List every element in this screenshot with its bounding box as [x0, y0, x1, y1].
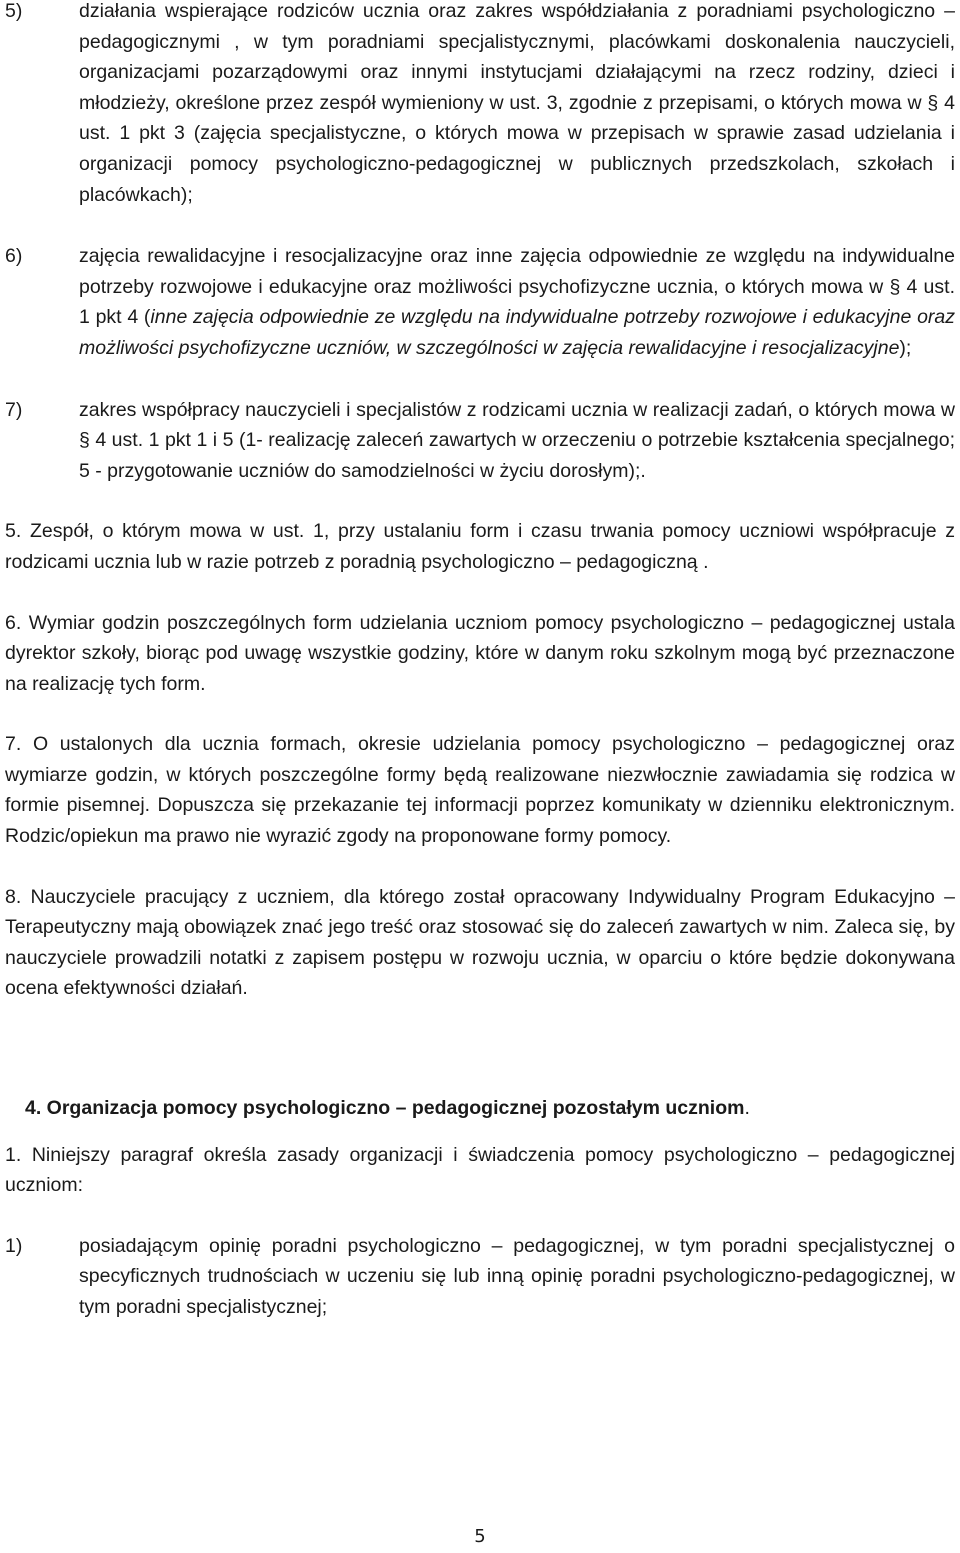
paragraph-number: 6. — [5, 611, 22, 634]
paragraph-number: 1. — [5, 1143, 22, 1166]
section-heading — [5, 1093, 955, 1124]
list-item-number: 6) — [5, 245, 23, 268]
section-heading-end: . — [744, 1097, 750, 1120]
list-item-number: 7) — [5, 398, 23, 421]
list-item-text: zakres współpracy nauczycieli i specjalistów z rodzicami ucznia w realizacji zadań, o których mowa w § 4 ust. 1 pkt 1 i 5 (1- realizację zaleceń zawartych w orzeczeniu o potrzebie kształcenia specjalnego; 5 - przygotowanie uczniów do samodzielności w życiu dorosłym);. — [79, 398, 955, 482]
paragraph-text: Niniejszy paragraf określa zasady organizacji i świadczenia pomocy psychologiczno – pedagogicznej uczniom: — [5, 1143, 955, 1197]
paragraph-number: 8. — [5, 885, 22, 908]
paragraph-6 — [5, 608, 955, 700]
paragraph-number: 7. — [5, 733, 22, 756]
paragraph-text: Zespół, o którym mowa w ust. 1, przy ustalaniu form i czasu trwania pomocy uczniowi współpracuje z rodzicami ucznia lub w razie potrzeb z poradnią psychologiczno – pedagogiczną . — [5, 520, 955, 573]
paragraph-text: Wymiar godzin poszczególnych form udzielania uczniom pomocy psychologiczno – pedagogicznej ustala dyrektor szkoły, biorąc pod uwagę wszystkie godziny, które w danym roku szkolnym mogą być przeznaczone na realizację tych form. — [5, 611, 955, 695]
list-item-text-a: zajęcia rewalidacyjne i resocjalizacyjne oraz inne zajęcia odpowiednie ze względu na indywidualne potrzeby rozwojowe i edukacyjne oraz możliwości psychofizyczne ucznia, o których mowa w § 4 ust. 1 pkt 4 ( — [79, 245, 955, 329]
page-number: 5 — [474, 1526, 486, 1547]
paragraph-text: Nauczyciele pracujący z uczniem, dla którego został opracowany Indywidualny Program Edukacyjno – Terapeutyczny mają obowiązek znać jego treść oraz stosować się do zaleceń zawartych w nim. Zaleca się, by nauczyciele prowadzili notatki z zapisem postępu w rozwoju ucznia, w oparciu o które będzie dokonywana ocena efektywności działań. — [5, 885, 955, 1000]
list-item-5 — [5, 0, 955, 210]
list-item-text-italic: inne zajęcia odpowiednie ze względu na indywidualne potrzeby rozwojowe i edukacyjne oraz możliwości psychofizyczne uczniów, w szczególności w zajęcia rewalidacyjne i resocjalizacyjne — [79, 306, 956, 359]
list-item-text-b: ); — [899, 336, 912, 359]
list-item-6 — [5, 241, 955, 363]
section-4-paragraph-1 — [5, 1140, 955, 1201]
list-item-text: posiadającym opinię poradni psychologiczno – pedagogicznej, w tym poradni specjalistycznej o specyficznych trudnościach w uczeniu się lub inną opinię poradni psychologiczno-pedagogicznej, w tym poradni specjalistycznej; — [79, 1234, 955, 1318]
document-page — [5, 0, 955, 1323]
list-item-number: 1) — [5, 1234, 23, 1257]
section-4-list-item-1 — [5, 1231, 955, 1323]
paragraph-5 — [5, 516, 955, 577]
paragraph-8 — [5, 882, 955, 1004]
list-item-text: działania wspierające rodziców ucznia oraz zakres współdziałania z poradniami psychologiczno – pedagogicznymi , w tym poradniami specjalistycznymi, placówkami doskonalenia nauczycieli, organizacjami pozarządowymi oraz innymi instytucjami działającymi na rzecz rodziny, dzieci i młodzieży, określone przez zespół wymieniony w ust. 3, zgodnie z przepisami, o których mowa w § 4 ust. 1 pkt 3 (zajęcia specjalistyczne, o których mowa w przepisach w sprawie zasad udzielania i organizacji pomocy psychologiczno-pedagogicznej w publicznych przedszkolach, szkołach i placówkach); — [79, 0, 955, 206]
paragraph-7 — [5, 729, 955, 851]
list-item-7 — [5, 395, 955, 487]
paragraph-text: O ustalonych dla ucznia formach, okresie udzielania pomocy psychologiczno – pedagogicznej oraz wymiarze godzin, w których poszczególne formy będą realizowane niezwłocznie zawiadamia się rodzica w formie pisemnej. Dopuszcza się przekazanie tej informacji poprzez komunikaty w dzienniku elektronicznym. Rodzic/opiekun ma prawo nie wyrazić zgody na proponowane formy pomocy. — [5, 733, 955, 848]
list-item-number: 5) — [5, 0, 23, 22]
section-heading-text: 4. Organizacja pomocy psychologiczno – pedagogicznej pozostałym uczniom — [25, 1097, 745, 1120]
list-item-text — [79, 241, 955, 363]
paragraph-number: 5. — [5, 520, 22, 543]
